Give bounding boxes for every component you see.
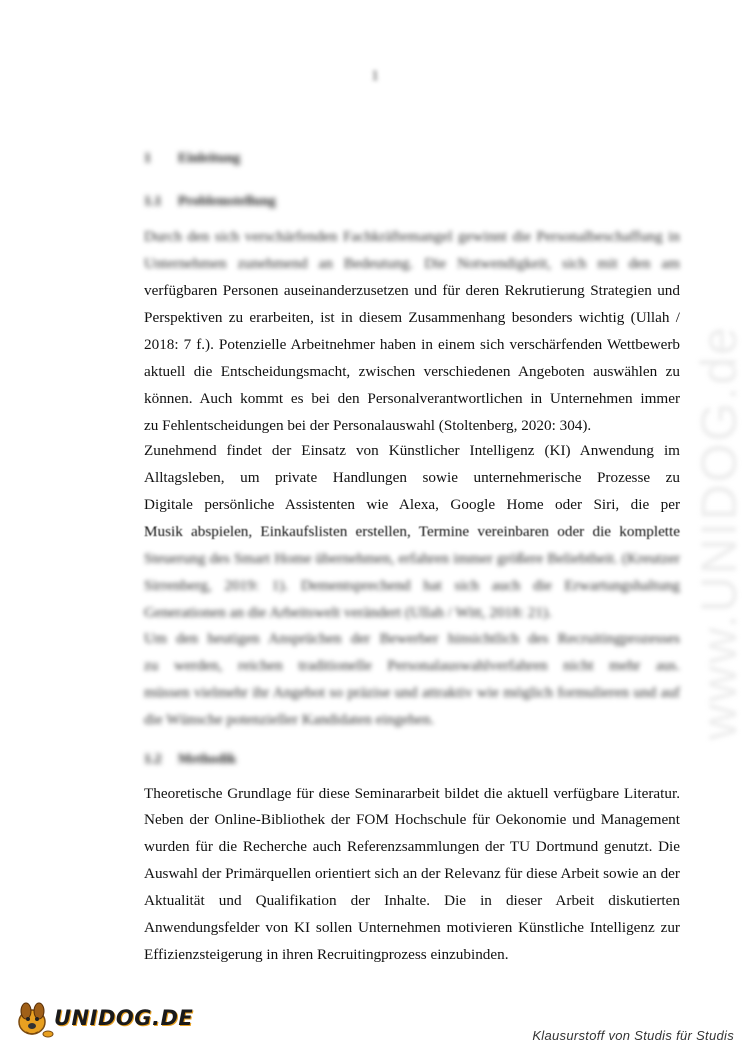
text-line-blurred: Unternehmen zunehmend an Bedeutung. Die Notwendigkeit, sich mit den am (144, 255, 680, 272)
text-line: verfügbaren Personen auseinanderzusetzen und für deren Rekrutierung Strategien und (144, 282, 680, 299)
heading-number: 1.2 (144, 752, 162, 767)
text-line: Auswahl der Primärquellen orientiert sich an der Relevanz für diese Arbeit sowie an der (144, 865, 680, 882)
text-line: können. Auch kommt es bei den Personalverantwortlichen in Unternehmen immer (144, 390, 680, 407)
text-line: 2018: 7 f.). Potenzielle Arbeitnehmer haben in einem sich verschärfenden Wettbewerb (144, 336, 680, 353)
text-line: Alltagsleben, um private Handlungen sowie unternehmerische Prozesse zu (144, 469, 680, 486)
heading-title: Methodik (178, 752, 237, 767)
heading-number: 1 (144, 151, 151, 166)
heading-section-1-1 (144, 194, 276, 210)
text-line: Neben der Online-Bibliothek der FOM Hochschule für Oekonomie und Management (144, 811, 680, 828)
text-line: zu Fehlentscheidungen bei der Personalauswahl (Stoltenberg, 2020: 304). (144, 417, 592, 434)
text-line: Effizienzsteigerung in ihren Recruitingprozess einzubinden. (144, 946, 509, 963)
brand-name: UNIDOG.DE (54, 1006, 194, 1030)
text-line-blurred: Um den heutigen Ansprüchen der Bewerber hinsichtlich des Recruitingprozesses (144, 630, 680, 647)
text-line: Digitale persönliche Assistenten wie Alexa, Google Home oder Siri, die per (144, 496, 680, 513)
text-line-blurred: Steuerung des Smart Home übernehmen, erfahren immer größere Beliebtheit. (Kreutzer (144, 550, 680, 567)
heading-title: Problemstellung (178, 194, 276, 209)
text-line: Aktualität und Qualifikation der Inhalte. Die in dieser Arbeit diskutierten (144, 892, 680, 909)
text-line: aktuell die Entscheidungsmacht, zwischen verschiedenen Angeboten auswählen zu (144, 363, 680, 380)
methodik-first-line-clip (144, 788, 680, 802)
heading-section-1-2 (144, 752, 236, 768)
heading-title: Einleitung (178, 151, 241, 166)
text-line-blurred: Durch den sich verschärfenden Fachkräftemangel gewinnt die Personalbeschaffung in (144, 228, 680, 245)
paragraph-problem-1 (144, 223, 680, 439)
text-line-blurred: Generationen an die Arbeitswelt verändert (Ullah / Witt, 2018: 21). (144, 604, 552, 621)
paragraph-problem-3 (144, 625, 680, 733)
text-line: Perspektiven zu erarbeiten, ist in diesem Zusammenhang besonders wichtig (Ullah / (144, 309, 680, 326)
text-line-blurred: die Wünsche potenzieller Kandidaten eingehen. (144, 711, 435, 728)
heading-number: 1.1 (144, 194, 162, 209)
paragraph-methodik (144, 806, 680, 968)
text-line: Anwendungsfelder von KI sollen Unternehmen motivieren Künstliche Intelligenz zur (144, 919, 680, 936)
footer-logo[interactable] (12, 992, 194, 1042)
text-line-blurred: zu werden, reichen traditionelle Personalauswahlverfahren nicht mehr aus. (144, 657, 680, 674)
text-line-blurred: müssen vielmehr ihr Angebot so präzise und attraktiv wie möglich formulieren und auf (144, 684, 680, 701)
footer-slogan: Klausurstoff von Studis für Studis (532, 1028, 734, 1043)
heading-chapter-1 (144, 151, 240, 167)
text-line-blurred: Sirrenberg, 2019: 1). Dementsprechend hat sich auch die Erwartungshaltung (144, 577, 680, 594)
text-line: wurden für die Recherche auch Referenzsammlungen der TU Dortmund genutzt. Die (144, 838, 680, 855)
text-line: Zunehmend findet der Einsatz von Künstlicher Intelligenz (KI) Anwendung im (144, 442, 680, 459)
paragraph-problem-2 (144, 437, 680, 626)
watermark: www.UNIDOG.de (691, 325, 747, 740)
text-line: Musik abspielen, Einkaufslisten erstellen, Termine vereinbaren oder die komplette (144, 523, 680, 540)
text-line: Theoretische Grundlage für diese Seminararbeit bildet die aktuell verfügbare Literatur. (144, 788, 680, 802)
page-number: 1 (371, 68, 379, 84)
